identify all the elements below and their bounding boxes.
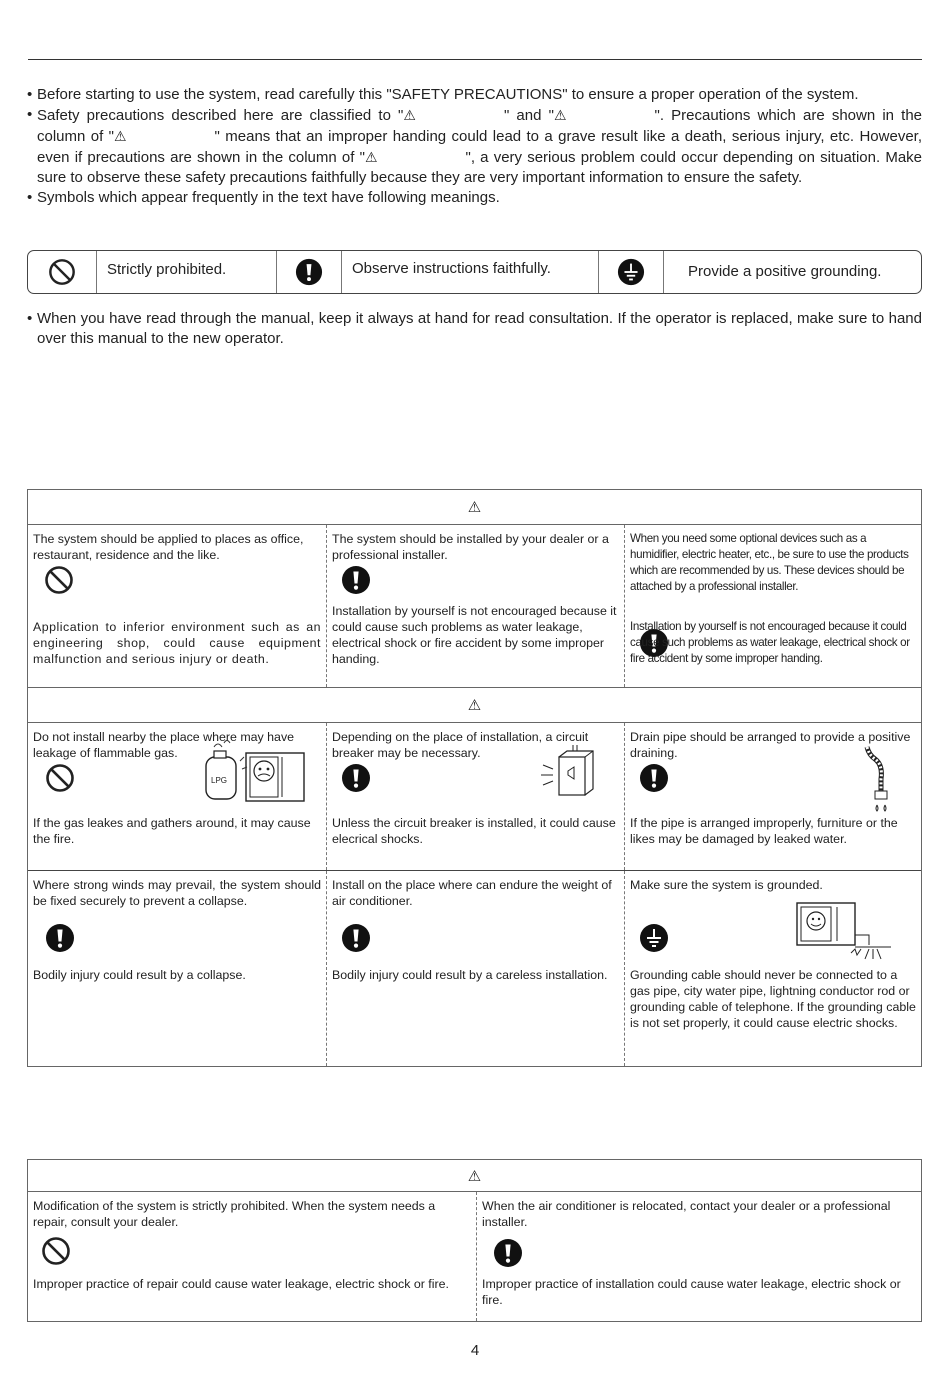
cell-top-text: Make sure the system is grounded. — [630, 878, 823, 892]
cell-bottom-text: If the pipe is arranged improperly, furniture or the likes may be damaged by leaked water. — [630, 816, 898, 846]
table-cell — [28, 525, 326, 687]
table-cell — [326, 871, 624, 1066]
table-row — [28, 524, 921, 687]
table-cell — [28, 1192, 476, 1321]
ground-icon — [639, 923, 669, 953]
exclamation-icon — [341, 565, 371, 595]
cell-top-text: The system should be applied to places as office, restaurant, residence and the like. — [33, 532, 304, 562]
drain-pipe-illustration — [863, 745, 897, 815]
table-cell — [28, 723, 326, 870]
table-cell — [476, 1192, 921, 1321]
cell-bottom-text: Unless the circuit breaker is installed, it could cause elecrical shocks. — [332, 816, 616, 846]
cell-top-text: Drain pipe should be arranged to provide a positive draining. — [630, 730, 911, 760]
warning-header: ⚠ — [467, 499, 482, 516]
cell-top-text: The system should be installed by your dealer or a professional installer. — [332, 532, 609, 562]
exclamation-icon — [45, 923, 75, 953]
ground-icon — [617, 258, 645, 286]
grounding-illustration — [795, 901, 895, 963]
cell-top-text: Install on the place where can endure the weight of air conditioner. — [332, 878, 612, 908]
exclamation-icon — [341, 763, 371, 793]
observe-text: Observe instructions faithfully. — [352, 260, 551, 277]
cell-top-text: When you need some optional devices such as a humidifier, electric heater, etc., be sure to use the products which are recommended by us. These devices should be attached by a professional installer. — [630, 532, 909, 593]
observe-symbol-cell — [277, 251, 342, 293]
cell-bottom-text: Improper practice of repair could cause water leakage, electric shock or fire. — [33, 1277, 449, 1291]
cell-bottom-text: Application to inferior environment such as an engineering shop, could cause equipment malfunction and serious injury or death. — [33, 620, 321, 666]
cell-top-text: When the air conditioner is relocated, contact your dealer or a professional installer. — [482, 1199, 891, 1229]
cell-bottom-text: Installation by yourself is not encouraged because it could cause such problems as water leakage, electrical shock or fire accident by some improper handing. — [630, 620, 910, 665]
cell-top-text: Depending on the place of installation, a circuit breaker may be necessary. — [332, 730, 589, 760]
symbol-legend-table — [27, 250, 922, 294]
cell-top-text: Do not install nearby the place where may have leakage of flammable gas. — [33, 730, 295, 760]
table-cell — [326, 723, 624, 870]
cell-bottom-text: Bodily injury could result by a careless installation. — [332, 968, 608, 982]
table-cell — [624, 525, 921, 687]
intro-section-2 — [28, 309, 922, 349]
table-cell — [624, 723, 921, 870]
caution-header: ⚠ — [28, 687, 921, 722]
exclamation-icon — [493, 1238, 523, 1268]
prohibited-icon — [44, 565, 74, 595]
table-row — [28, 722, 921, 871]
circuit-breaker-illustration — [539, 743, 599, 803]
prohibited-icon — [41, 1236, 71, 1266]
intro-paragraph-3: • Symbols which appear frequently in the text have following meanings. — [28, 188, 922, 208]
prohibited-icon — [48, 258, 76, 286]
table-cell — [624, 871, 921, 1066]
exclamation-icon — [639, 763, 669, 793]
prohibited-icon — [45, 763, 75, 793]
table-row — [28, 871, 921, 1066]
prohibited-symbol-cell — [28, 251, 97, 293]
exclamation-icon — [295, 258, 323, 286]
exclamation-icon — [341, 923, 371, 953]
cell-bottom-text: Installation by yourself is not encouraged because it could cause such problems as water leakage, electrical shock or fire accident by some improper handing. — [332, 604, 617, 666]
prohibited-text: Strictly prohibited. — [97, 251, 277, 293]
cell-bottom-text: Grounding cable should never be connected to a gas pipe, city water pipe, lightning conductor rod or grounding cable of telephone. If the grounding cable is not set properly, it could cause electric shocks. — [630, 968, 916, 1030]
warning-table — [27, 489, 922, 1067]
warning-icon: ⚠ — [403, 107, 416, 123]
cell-top-text: Modification of the system is strictly prohibited. When the system needs a repair, consult your dealer. — [33, 1199, 436, 1229]
table-row — [28, 1191, 921, 1321]
warning-icon: ⚠ — [113, 128, 127, 144]
gas-leak-illustration — [196, 739, 308, 807]
intro-paragraph-2: • Safety precautions described here are classified to "⚠ " and "⚠ ". Precautions which are shown in the column of "⚠ " means that an improper handing could lead to a grave result like a death, serious injury, etc. However, even if precautions are shown in the column of "⚠ ", a very serious problem could occur depending on situation. Make sure to observe these safety precautions faithfully because they are very important information to ensure the safety. — [28, 105, 922, 188]
cell-bottom-text: If the gas leakes and gathers around, it may cause the fire. — [33, 816, 311, 846]
caution-icon: ⚠ — [553, 107, 567, 123]
caution-icon: ⚠ — [364, 149, 378, 165]
intro-section — [28, 85, 922, 208]
lpg-label: LPG — [211, 776, 228, 785]
table-cell — [28, 871, 326, 1066]
table-cell — [326, 525, 624, 687]
intro-paragraph-1: • Before starting to use the system, read carefully this "SAFETY PRECAUTIONS" to ensure a proper operation of the system. — [28, 85, 922, 105]
cell-top-text: Where strong winds may prevail, the system should be fixed securely to prevent a collapse. — [33, 878, 321, 908]
caution-table — [27, 1159, 922, 1322]
cell-bottom-text: Bodily injury could result by a collapse. — [33, 968, 246, 982]
cell-bottom-text: Improper practice of installation could cause water leakage, electric shock or fire. — [482, 1277, 901, 1307]
page-number: 4 — [470, 1342, 480, 1359]
caution-header: ⚠ — [467, 1167, 482, 1185]
top-rule — [28, 59, 922, 60]
ground-symbol-cell — [598, 251, 664, 293]
intro-paragraph-4: • When you have read through the manual, keep it always at hand for read consultation. If the operator is replaced, make sure to hand over this manual to the new operator. — [28, 309, 922, 349]
ground-text: Provide a positive grounding. — [688, 263, 882, 280]
